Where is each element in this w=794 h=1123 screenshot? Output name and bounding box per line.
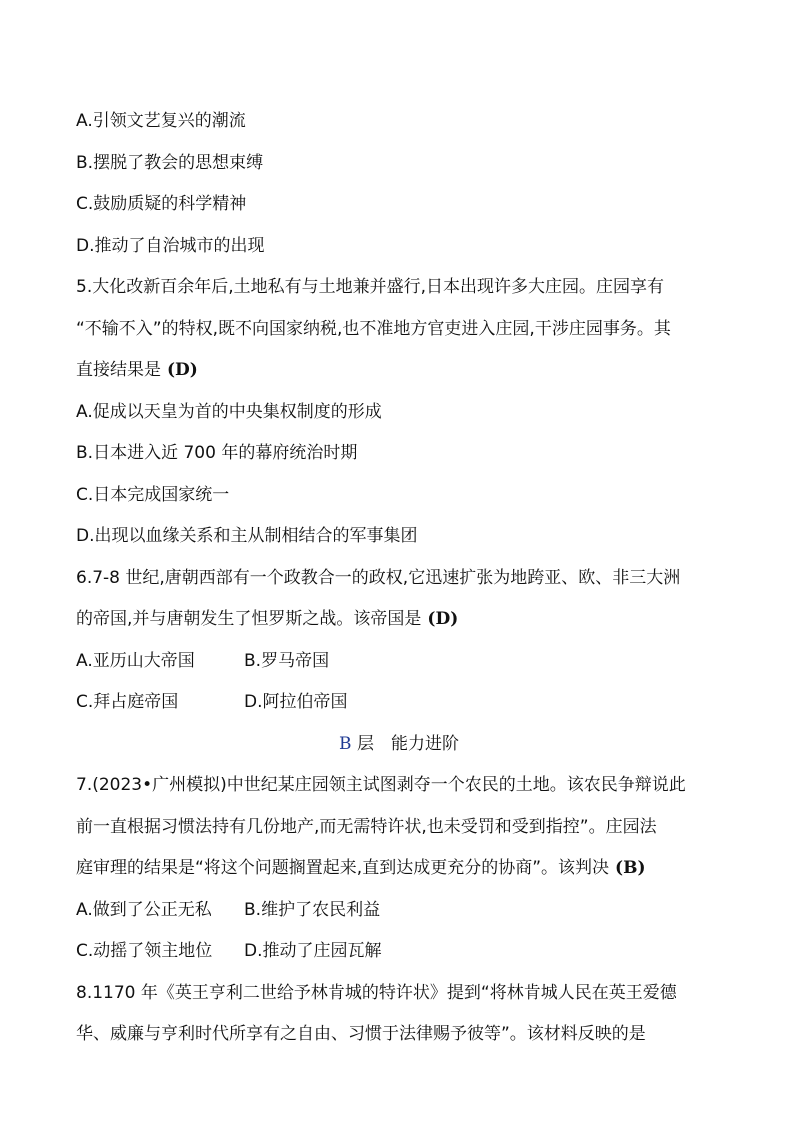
- q5-answer: (D): [167, 360, 198, 380]
- q7-options-row-1: [76, 890, 722, 932]
- q7-answer: (B): [615, 858, 646, 878]
- q6-option-c: C.拜占庭帝国: [76, 692, 179, 712]
- section-title: 层 能力进阶: [356, 733, 459, 754]
- q8-stem-line-1: 8.1170 年《英王亨利二世给予林肯城的特许状》提到“将林肯城人民在英王爱德: [76, 982, 677, 1003]
- q6-options-row-1: [76, 641, 722, 683]
- q7-stem-line-3: [76, 848, 722, 890]
- section-letter: B: [339, 733, 352, 754]
- q7-option-d: D.推动了庄园瓦解: [244, 941, 382, 961]
- q4-option-c: C.鼓励质疑的科学精神: [76, 194, 247, 214]
- q7-stem-line-2: 前一直根据习惯法持有几份地产,而无需特许状,也未受罚和受到指控”。庄园法: [76, 816, 657, 837]
- q7-options-row-2: [76, 931, 722, 973]
- q5-option-b: B.日本进入近 700 年的幕府统治时期: [76, 443, 358, 463]
- q6-options-row-2: [76, 682, 722, 724]
- q5-stem-line-2: “不输不入”的特权,既不向国家纳税,也不准地方官吏进入庄园,干涉庄园事务。其: [76, 318, 671, 339]
- q5-stem-text: 直接结果是: [76, 360, 161, 380]
- q5-option-a: A.促成以天皇为首的中央集权制度的形成: [76, 401, 382, 422]
- q4-option-a: A.引领文艺复兴的潮流: [76, 111, 246, 131]
- q7-stem-text: 庭审理的结果是“将这个问题搁置起来,直到达成更充分的协商”。该判决: [76, 858, 610, 878]
- q4-option-b: B.摆脱了教会的思想束缚: [76, 152, 264, 173]
- section-heading-b: [76, 724, 722, 766]
- q6-answer: (D): [427, 609, 459, 629]
- q5-stem-line-1: 5.大化改新百余年后,土地私有与土地兼并盛行,日本出现许多大庄园。庄园享有: [76, 277, 665, 297]
- q7-option-a: A.做到了公正无私: [76, 899, 212, 920]
- q8-stem-line-2: 华、威廉与亨利时代所享有之自由、习惯于法律赐予彼等”。该材料反映的是: [76, 1024, 646, 1044]
- q5-stem-line-3: [76, 350, 722, 392]
- exam-page: [76, 101, 722, 1056]
- q7-stem-line-1: 7.(2023•广州模拟)中世纪某庄园领主试图剥夺一个农民的土地。该农民争辩说此: [76, 775, 686, 795]
- q5-option-c: C.日本完成国家统一: [76, 484, 230, 505]
- q6-stem-text: 的帝国,并与唐朝发生了怛罗斯之战。该帝国是: [76, 609, 422, 629]
- q5-option-d: D.出现以血缘关系和主从制相结合的军事集团: [76, 526, 418, 546]
- q6-option-a: A.亚历山大帝国: [76, 650, 195, 671]
- q6-option-d: D.阿拉伯帝国: [244, 692, 348, 712]
- q6-option-b: B.罗马帝国: [244, 650, 330, 671]
- q4-option-d: D.推动了自治城市的出现: [76, 235, 265, 256]
- q6-stem-line-2: [76, 599, 722, 641]
- q7-option-b: B.维护了农民利益: [244, 899, 381, 920]
- q7-option-c: C.动摇了领主地位: [76, 941, 213, 961]
- q6-stem-line-1: 6.7-8 世纪,唐朝西部有一个政教合一的政权,它迅速扩张为地跨亚、欧、非三大洲: [76, 567, 681, 588]
